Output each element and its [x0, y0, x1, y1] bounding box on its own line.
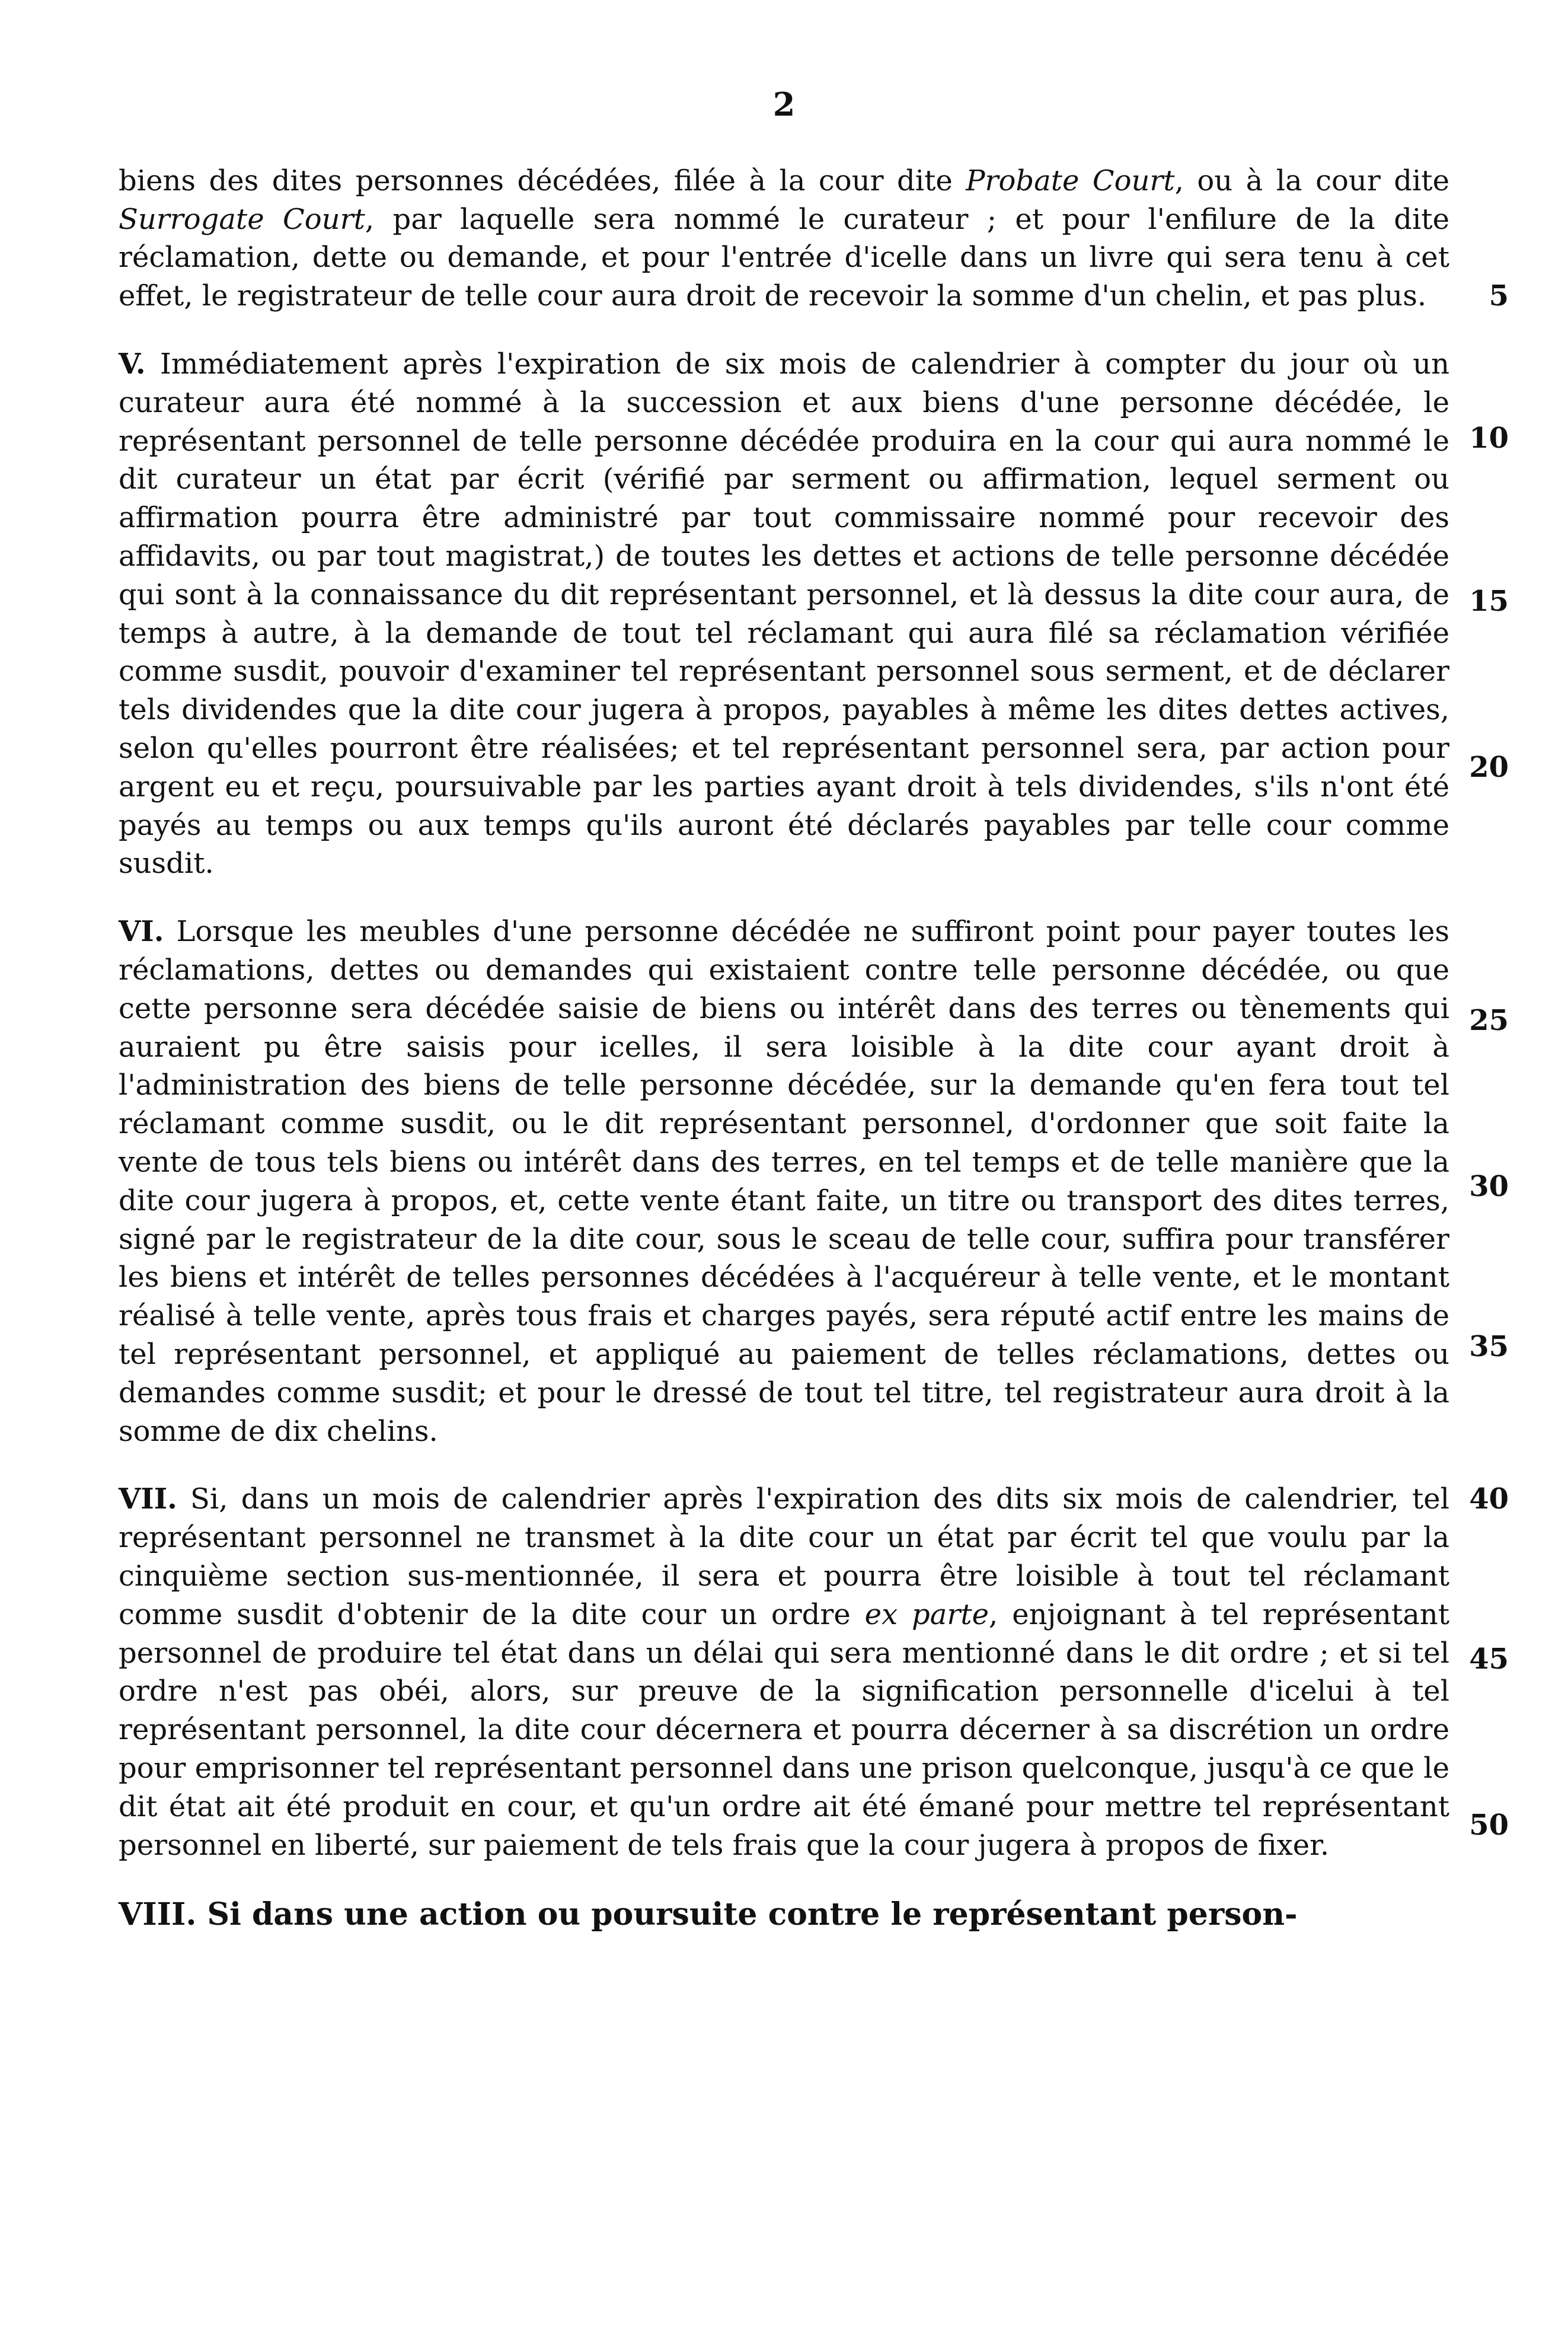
page-number: 2: [772, 85, 796, 123]
paragraph-VIII: VIII. Si dans une action ou poursuite contre le représentant person-: [119, 1896, 1298, 1933]
paragraph-V: V. Immédiatement après l'expiration de six mois de calendrier à compter du jour où un curateur aura été nommé à la succession et aux biens d'une personne décédée, le représentant personnel de telle personne décédée produira en la cour qui aura nommé le dit curateur un état par écrit (vérifié par serment ou affirmation, lequel serment ou affirmation pourra être administré par tout commissaire nommé pour recevoir des affidavits, ou par tout magistrat,) de toutes les dettes et actions de telle personne décédée qui sont à la connaissance du dit représentant personnel, et là dessus la dite cour aura, de temps à autre, à la demande de tout tel réclamant qui aura filé sa réclamation vérifiée comme susdit, pouvoir d'examiner tel représentant personnel sous serment, et de déclarer tels dividendes que la dite cour jugera à propos, payables à même les dites dettes actives, selon qu'elles pourront être réalisées; et tel représentant personnel sera, par action pour argent eu et reçu, poursuivable par les parties ayant droit à tels dividendes, s'ils n'ont été payés au temps ou aux temps qu'ils auront été déclarés payables par telle cour comme susdit. 10 15 20: [119, 347, 1509, 881]
paragraph-1: biens des dites personnes décédées, filée à la cour dite Probate Court, ou à la cour dite Surrogate Court, par laquelle sera nommé le curateur ; et pour l'enfilure de la dite réclamation, dette ou demande, et pour l'entrée d'icelle dans un livre qui sera tenu à cet effet, le registrateur de telle cour aura droit de recevoir la somme d'un chelin, et pas plus. 5: [119, 164, 1509, 313]
paragraph-VI: VI. Lorsque les meubles d'une personne décédée ne suffiront point pour payer toutes les réclamations, dettes ou demandes qui existaient contre telle personne décédée, ou que cette personne sera décédée saisie de biens ou intérêt dans des terres ou tènements qui auraient pu être saisis pour icelles, il sera loisible à la dite cour ayant droit à l'administration des biens de telle personne décédée, sur la demande qu'en fera tout tel réclamant comme susdit, ou le dit représentant personnel, d'ordonner que soit faite la vente de tous tels biens ou intérêt dans des terres, en tel temps et de telle manière que la dite cour jugera à propos, et, cette vente étant faite, un titre ou transport des dites terres, signé par le registrateur de la dite cour, sous le sceau de telle cour, suffira pour transférer les biens et intérêt de telles personnes décédées à l'acquéreur à telle vente, et le montant réalisé à telle vente, après tous frais et charges payés, sera réputé actif entre les mains de tel représentant personnel, et appliqué au paiement de telles réclamations, dettes ou demandes comme susdit; et pour le dressé de tout tel titre, tel registrateur aura droit à la somme de dix chelins. 25 30 35: [119, 915, 1509, 1448]
paragraph-VII: VII. Si, dans un mois de calendrier après l'expiration des dits six mois de calendrier, tel représentant personnel ne transmet à la dite cour un état par écrit tel que voulu par la cinquième section sus-mentionnée, il sera et pourra être loisible à tout tel réclamant comme susdit d'obtenir de la dite cour un ordre ex parte, enjoignant à tel représentant personnel de produire tel état dans un délai qui sera mentionné dans le dit ordre ; et si tel ordre n'est pas obéi, alors, sur preuve de la signification personnelle d'icelui à tel représentant personnel, la dite cour décernera et pourra décerner à sa discrétion un ordre pour emprisonner tel représentant personnel dans une prison quelconque, jusqu'à ce que le dit état ait été produit en cour, et qu'un ordre ait été émané pour mettre tel représentant personnel en liberté, sur paiement de tels frais que la cour jugera à propos de fixer. 40 45 50: [119, 1482, 1509, 1862]
